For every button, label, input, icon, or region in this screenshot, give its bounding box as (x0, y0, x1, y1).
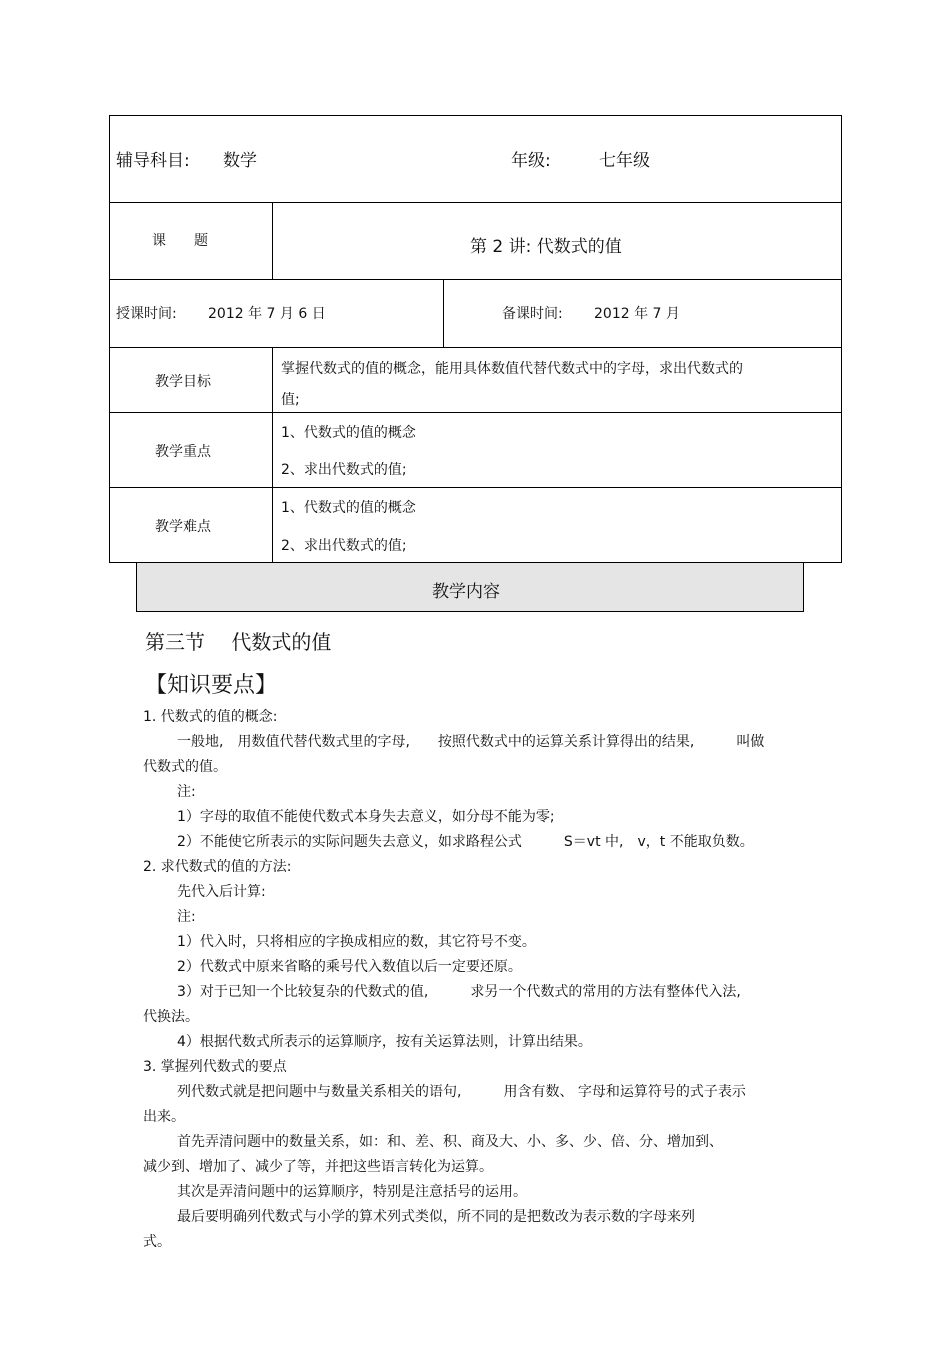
topic-label: 课 题 (152, 233, 208, 249)
p3-heading: 3. 掌握列代数式的要点 (143, 1059, 287, 1075)
key-label: 教学重点 (155, 444, 211, 460)
row-divider (109, 202, 842, 203)
prep-time-value: 2012 年 7 月 (594, 306, 680, 322)
p2-note4: 4）根据代数式所表示的运算顺序，按有关运算法则，计算出结果。 (177, 1034, 592, 1050)
p2-note3a: 3）对于已知一个比较复杂的代数式的值, 求另一个代数式的常用的方法有整体代入法, (177, 984, 741, 1000)
p2-note3b: 代换法。 (143, 1009, 199, 1025)
content-bar-label: 教学内容 (432, 582, 500, 602)
key-line2: 2、求出代数式的值; (281, 462, 407, 478)
row-divider (109, 412, 842, 413)
p3-text3: 其次是弄清问题中的运算顺序，特别是注意括号的运用。 (177, 1184, 527, 1200)
p3-text4a: 最后要明确列代数式与小学的算术列式类似，所不同的是把数改为表示数的字母来列 (177, 1209, 695, 1225)
section-title: 第三节 代数式的值 (145, 630, 332, 654)
p3-text4b: 式。 (143, 1234, 171, 1250)
goal-line1: 掌握代数式的值的概念，能用具体数值代替代数式中的字母，求出代数式的 (281, 361, 743, 377)
p1-text-b: 代数式的值。 (143, 759, 227, 775)
header-table (109, 115, 842, 563)
p1-text-a: 一般地, 用数值代替代数式里的字母, 按照代数式中的运算关系计算得出的结果, 叫做 (177, 734, 765, 750)
p1-note2: 2）不能使它所表示的实际问题失去意义，如求路程公式 S＝vt 中, v，t 不能取负数。 (177, 834, 754, 850)
topic-value: 第 2 讲: 代数式的值 (470, 237, 622, 257)
col-divider (443, 279, 444, 347)
p3-text2b: 减少到、增加了、减少了等，并把这些语言转化为运算。 (143, 1159, 493, 1175)
difficult-line1: 1、代数式的值的概念 (281, 500, 416, 516)
col-divider (272, 202, 273, 279)
subject-value: 数学 (223, 151, 257, 171)
class-time-value: 2012 年 7 月 6 日 (208, 306, 326, 322)
key-line1: 1、代数式的值的概念 (281, 425, 416, 441)
prep-time-label: 备课时间: (502, 306, 563, 322)
row-divider (109, 347, 842, 348)
subject-label: 辅导科目: (116, 151, 190, 171)
grade-value: 七年级 (599, 151, 650, 171)
p2-heading: 2. 求代数式的值的方法: (143, 859, 292, 875)
p2-text: 先代入后计算: (177, 884, 266, 900)
row-divider (109, 487, 842, 488)
knowledge-title: 【知识要点】 (145, 673, 278, 698)
p2-note1: 1）代入时，只将相应的字换成相应的数，其它符号不变。 (177, 934, 536, 950)
p3-text1b: 出来。 (143, 1109, 185, 1125)
p3-text2a: 首先弄清问题中的数量关系，如：和、差、积、商及大、小、多、少、倍、分、增加到、 (177, 1134, 723, 1150)
p2-note2: 2）代数式中原来省略的乘号代入数值以后一定要还原。 (177, 959, 522, 975)
p1-heading: 1. 代数式的值的概念: (143, 709, 278, 725)
row-divider (109, 279, 842, 280)
goal-label: 教学目标 (155, 374, 211, 390)
difficult-line2: 2、求出代数式的值; (281, 538, 407, 554)
grade-label: 年级: (511, 151, 551, 171)
class-time-label: 授课时间: (116, 306, 177, 322)
goal-line2: 值; (281, 392, 300, 408)
difficult-label: 教学难点 (155, 519, 211, 535)
col-divider (272, 347, 273, 563)
p2-note: 注: (177, 909, 196, 925)
p3-text1a: 列代数式就是把问题中与数量关系相关的语句, 用含有数、 字母和运算符号的式子表示 (177, 1084, 746, 1100)
p1-note1: 1）字母的取值不能使代数式本身失去意义，如分母不能为零; (177, 809, 555, 825)
p1-note: 注: (177, 784, 196, 800)
